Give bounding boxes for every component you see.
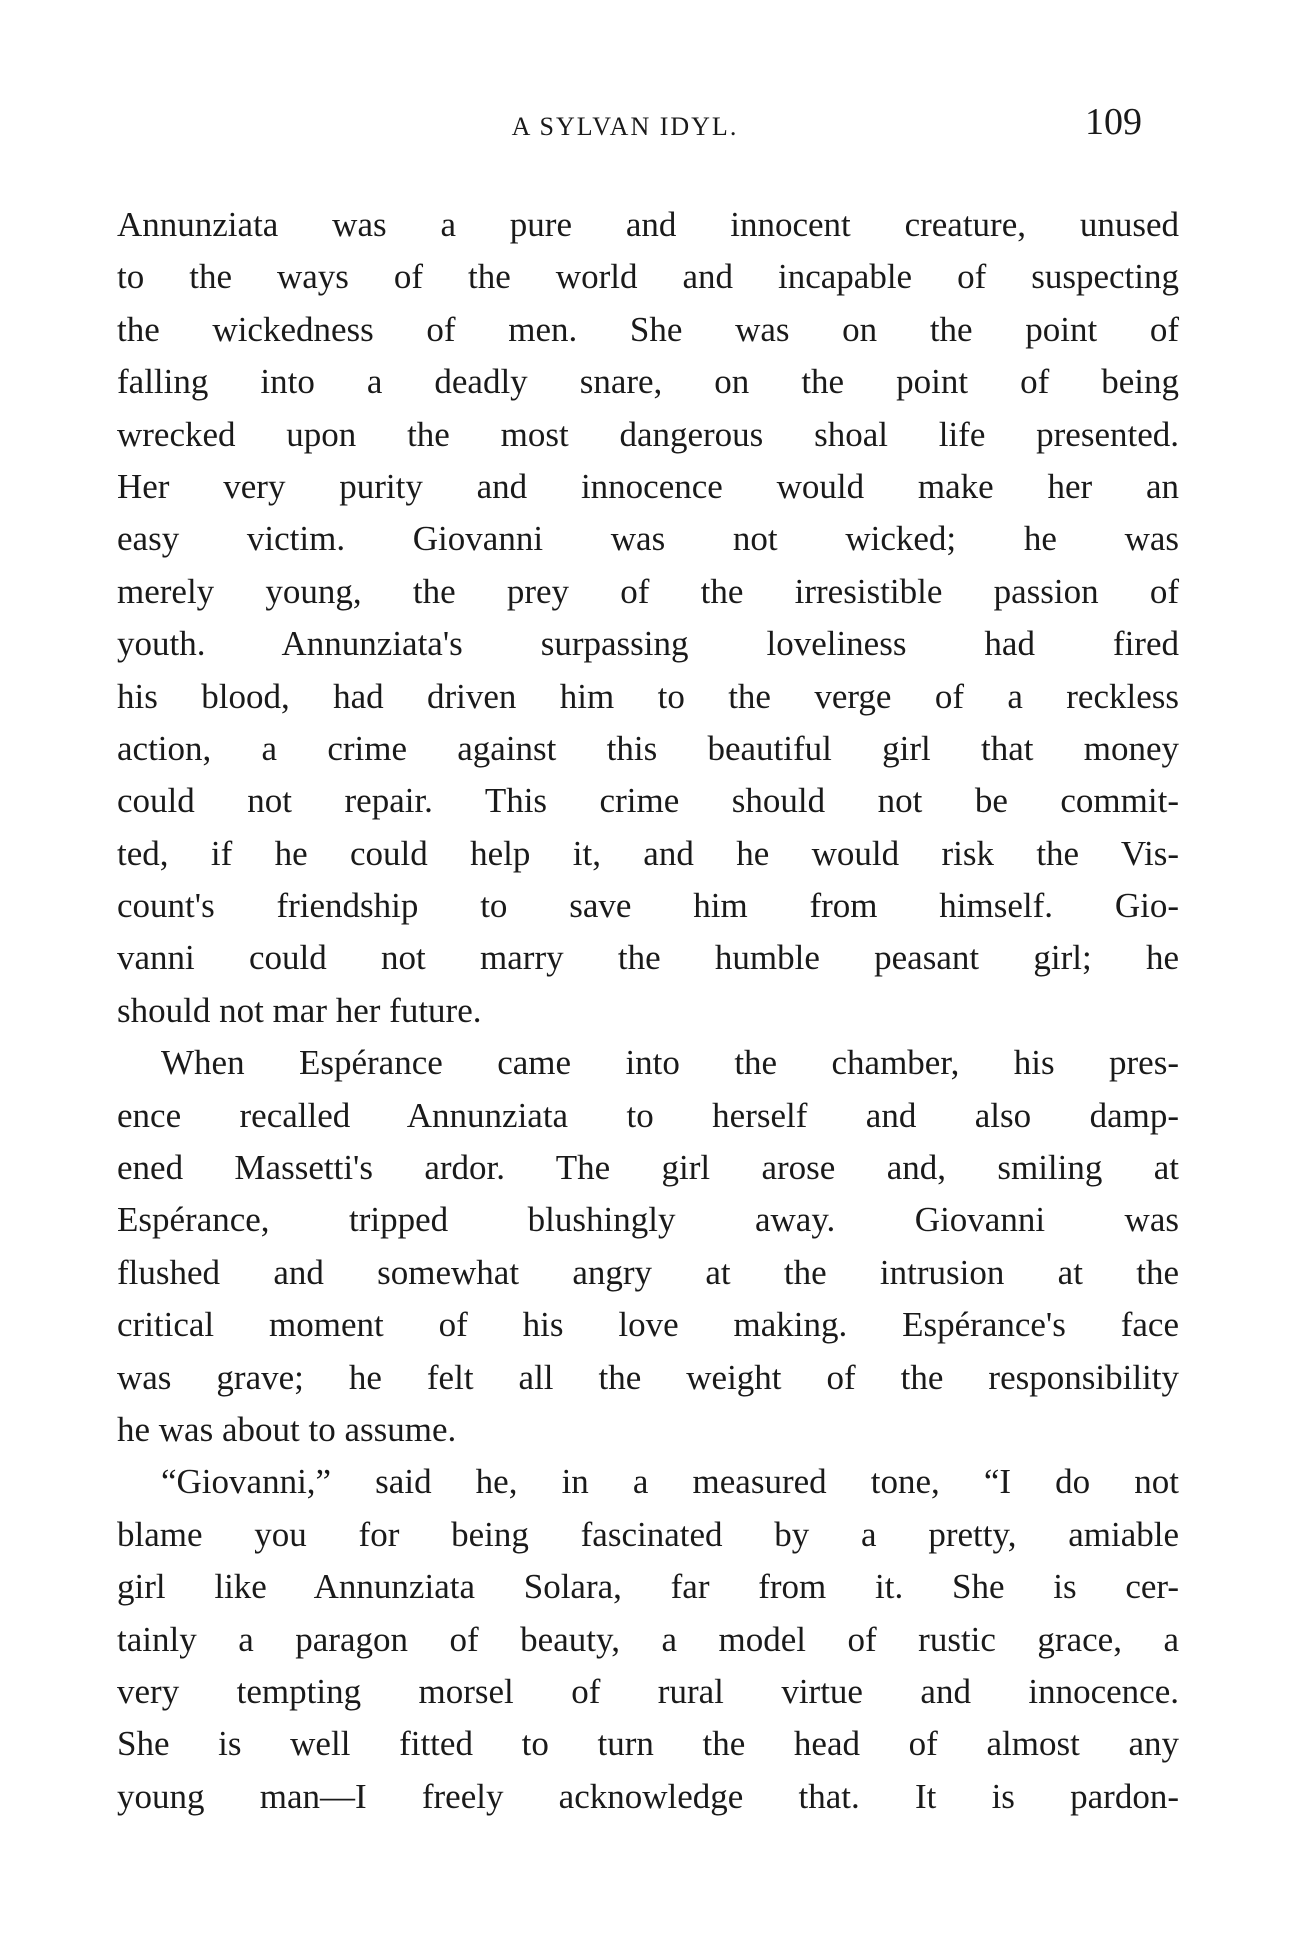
text-line: tainly a paragon of beauty, a model of rustic grace, a bbox=[117, 1619, 1179, 1659]
text-line: falling into a deadly snare, on the point of being bbox=[117, 362, 1179, 402]
text-line: blame you for being fascinated by a pretty, amiable bbox=[117, 1514, 1179, 1554]
body-text bbox=[117, 199, 1179, 1823]
text-line: to the ways of the world and incapable of suspecting bbox=[117, 257, 1179, 297]
text-line: very tempting morsel of rural virtue and innocence. bbox=[117, 1671, 1179, 1711]
text-line: “Giovanni,” said he, in a measured tone, “I do not bbox=[161, 1462, 1179, 1502]
text-line: Espérance, tripped blushingly away. Giovanni was bbox=[117, 1200, 1179, 1240]
text-line: girl like Annunziata Solara, far from it. She is cer- bbox=[117, 1567, 1179, 1607]
running-head bbox=[0, 100, 1300, 150]
text-line: he was about to assume. bbox=[117, 1409, 457, 1449]
text-line: youth. Annunziata's surpassing loveliness had fired bbox=[117, 624, 1179, 664]
text-line: was grave; he felt all the weight of the responsibility bbox=[117, 1357, 1179, 1397]
text-line: count's friendship to save him from himself. Gio- bbox=[117, 886, 1179, 926]
text-line: Annunziata was a pure and innocent creature, unused bbox=[117, 205, 1179, 244]
text-line: could not repair. This crime should not be commit- bbox=[117, 781, 1179, 821]
text-line: merely young, the prey of the irresistible passion of bbox=[117, 571, 1179, 611]
page-number: 109 bbox=[1085, 101, 1142, 143]
running-head-title: A SYLVAN IDYL. bbox=[511, 112, 739, 141]
text-line: action, a crime against this beautiful girl that money bbox=[117, 728, 1179, 768]
text-line: easy victim. Giovanni was not wicked; he was bbox=[117, 519, 1179, 559]
text-line: She is well fitted to turn the head of almost any bbox=[117, 1724, 1179, 1764]
text-line: When Espérance came into the chamber, his pres- bbox=[161, 1043, 1179, 1083]
text-line: the wickedness of men. She was on the point of bbox=[117, 309, 1179, 349]
text-line: Her very purity and innocence would make her an bbox=[117, 466, 1179, 506]
text-line: ence recalled Annunziata to herself and also damp- bbox=[117, 1095, 1179, 1135]
text-line: should not mar her future. bbox=[117, 990, 482, 1030]
text-line: ted, if he could help it, and he would risk the Vis- bbox=[117, 833, 1179, 873]
text-line: wrecked upon the most dangerous shoal life presented. bbox=[117, 414, 1179, 454]
text-line: ened Massetti's ardor. The girl arose and, smiling at bbox=[117, 1148, 1179, 1188]
text-line: vanni could not marry the humble peasant girl; he bbox=[117, 938, 1179, 978]
text-line: his blood, had driven him to the verge of a reckless bbox=[117, 676, 1179, 716]
text-line: critical moment of his love making. Espérance's face bbox=[117, 1305, 1179, 1345]
text-line: young man—I freely acknowledge that. It is pardon- bbox=[117, 1776, 1179, 1816]
text-line: flushed and somewhat angry at the intrusion at the bbox=[117, 1252, 1179, 1292]
